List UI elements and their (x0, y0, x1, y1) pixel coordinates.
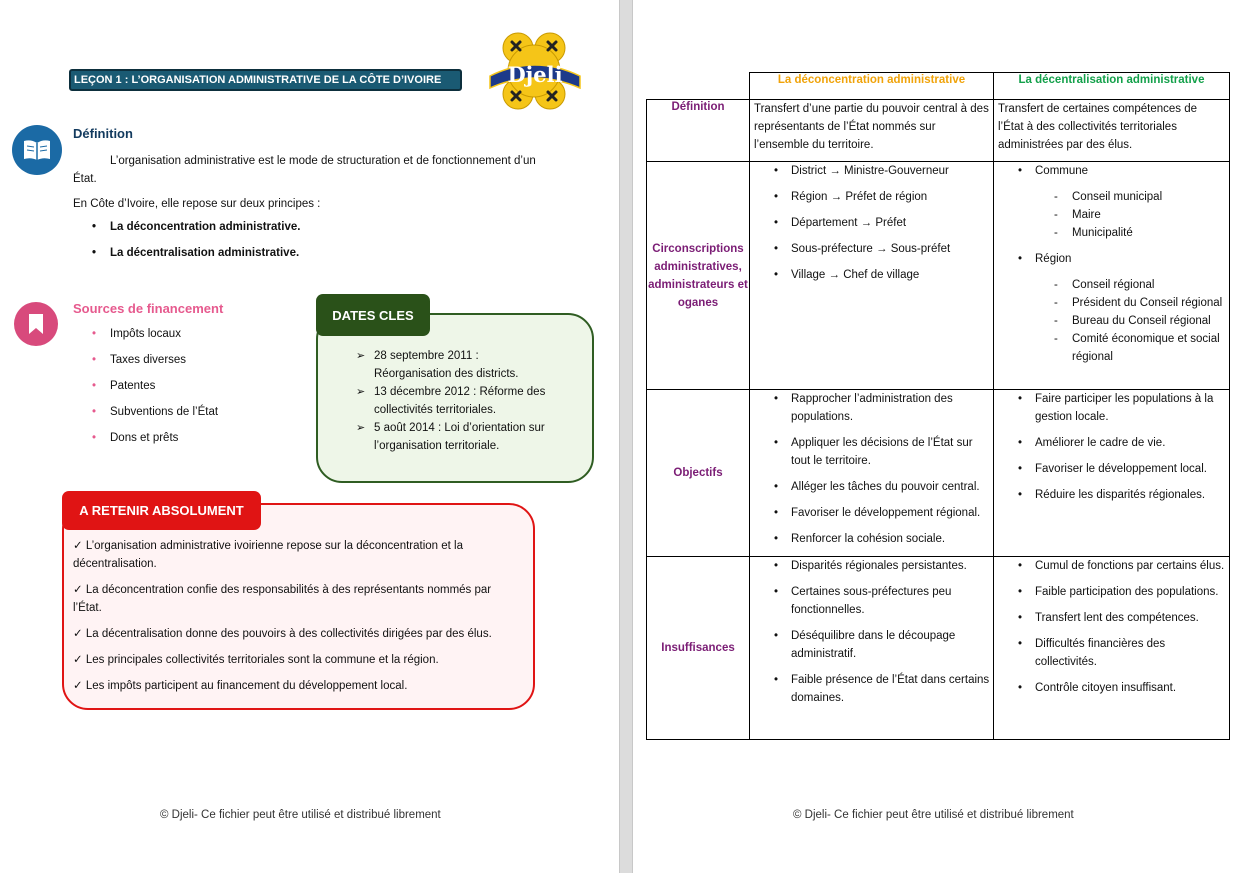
retenir-title: A RETENIR ABSOLUMENT (62, 491, 261, 530)
insuffisances-deconcentration-list (750, 557, 993, 707)
date-item (356, 419, 556, 455)
bookmark-icon (14, 302, 58, 346)
sources-list (92, 328, 218, 458)
date-text: 28 septembre 2011 : Réorganisation des districts. (374, 350, 519, 380)
cell-definition-deconcentration: Transfert d’une partie du pouvoir central à des représentants de l’État nommés sur l’ensemble du territoire. (750, 100, 994, 162)
list-item: • Faire participer les populations à la gestion locale. (994, 390, 1229, 426)
retenir-item: ✓ La déconcentration confie des responsabilités à des représentants nommés par l’État. (73, 584, 492, 614)
date-item (356, 347, 556, 383)
list-item: - Président du Conseil régional (1035, 294, 1229, 312)
footer-left: © Djeli- Ce fichier peut être utilisé et distribué librement (160, 809, 441, 821)
list-item: • Renforcer la cohésion sociale. (750, 530, 993, 548)
definition-title: Définition (73, 126, 133, 141)
list-item: • Faible présence de l’État dans certains domaines. (750, 671, 993, 707)
left-page (0, 0, 619, 873)
comparison-table (646, 72, 1230, 740)
list-item: - Municipalité (1035, 224, 1229, 242)
page-gutter (619, 0, 633, 873)
list-item: • Favoriser le développement local. (994, 460, 1229, 478)
dates-title: DATES CLES (316, 294, 430, 336)
region-label: Région (1035, 253, 1072, 265)
list-item: - Maire (1035, 206, 1229, 224)
header-deconcentration: La déconcentration administrative (750, 73, 994, 100)
arrow-bullet-icon: ➢ (356, 422, 366, 434)
list-item: • Améliorer le cadre de vie. (994, 434, 1229, 452)
retenir-item: ✓ La décentralisation donne des pouvoirs à des collectivités dirigées par des élus. (73, 628, 492, 640)
list-item: • Alléger les tâches du pouvoir central. (750, 478, 993, 496)
right-page (633, 0, 1250, 873)
list-item: • Subventions de l’État (92, 406, 218, 432)
cell-objectifs-decentralisation (994, 390, 1230, 557)
cell-definition-decentralisation: Transfert de certaines compétences de l’État à des collectivités territoriales administrées par des élus. (994, 100, 1230, 162)
list-item: • Région → Préfet de région (750, 188, 993, 206)
table-row (647, 557, 1230, 740)
region-organs-list (1035, 276, 1229, 366)
table-row (647, 162, 1230, 390)
list-item: - Conseil municipal (1035, 188, 1229, 206)
list-item: • Département → Préfet (750, 214, 993, 232)
list-item: • Rapprocher l’administration des populations. (750, 390, 993, 426)
retenir-item: ✓ Les principales collectivités territoriales sont la commune et la région. (73, 654, 439, 666)
cell-insuffisances-decentralisation (994, 557, 1230, 740)
cell-circonscriptions-decentralisation (994, 162, 1230, 390)
list-item: - Comité économique et social régional (1035, 330, 1229, 366)
row-label-circonscriptions: Circonscriptions administratives, administrateurs et oganes (647, 162, 750, 390)
list-item: • Difficultés financières des collectivités. (994, 635, 1229, 671)
list-item: • District → Ministre-Gouverneur (750, 162, 993, 180)
list-item: • Faible participation des populations. (994, 583, 1229, 601)
list-item (994, 162, 1229, 242)
list-item: • Cumul de fonctions par certains élus. (994, 557, 1229, 575)
cell-circonscriptions-deconcentration (750, 162, 994, 390)
list-item: • Réduire les disparités régionales. (994, 486, 1229, 504)
list-item: - Conseil régional (1035, 276, 1229, 294)
row-label-insuffisances: Insuffisances (647, 557, 750, 740)
row-label-definition: Définition (647, 100, 750, 162)
header-decentralisation: La décentralisation administrative (994, 73, 1230, 100)
principles-intro: En Côte d’Ivoire, elle repose sur deux principes : (73, 198, 321, 210)
list-item: • Déséquilibre dans le découpage administratif. (750, 627, 993, 663)
list-item: • Impôts locaux (92, 328, 218, 354)
list-item: • Sous-préfecture → Sous-préfet (750, 240, 993, 258)
definition-paragraph: L’organisation administrative est le mode de structuration et de fonctionnement d’un État. (73, 155, 536, 185)
retenir-item: ✓ L’organisation administrative ivoirienne repose sur la déconcentration et la décentralisation. (73, 540, 463, 570)
list-item: • Certaines sous-préfectures peu fonctionnelles. (750, 583, 993, 619)
retenir-list (73, 537, 523, 703)
date-text: 13 décembre 2012 : Réforme des collectivités territoriales. (374, 386, 546, 416)
date-item (356, 383, 556, 419)
cell-objectifs-deconcentration (750, 390, 994, 557)
list-item: - Bureau du Conseil régional (1035, 312, 1229, 330)
commune-organs-list (1035, 188, 1229, 242)
list-item: • Dons et prêts (92, 432, 218, 458)
logo-text: Djeli (507, 62, 563, 87)
table-header-row (647, 73, 1230, 100)
insuffisances-decentralisation-list (994, 557, 1229, 697)
objectifs-decentralisation-list (994, 390, 1229, 504)
footer-right: © Djeli- Ce fichier peut être utilisé et distribué librement (793, 809, 1074, 821)
list-item: • Appliquer les décisions de l’État sur tout le territoire. (750, 434, 993, 470)
list-item: • Disparités régionales persistantes. (750, 557, 993, 575)
arrow-bullet-icon: ➢ (356, 386, 366, 398)
list-item: • Contrôle citoyen insuffisant. (994, 679, 1229, 697)
list-item: • Taxes diverses (92, 354, 218, 380)
sources-title: Sources de financement (73, 301, 224, 316)
book-icon (12, 125, 62, 175)
list-item: • Village → Chef de village (750, 266, 993, 284)
list-item: • Transfert lent des compétences. (994, 609, 1229, 627)
date-text: 5 août 2014 : Loi d’orientation sur l’organisation territoriale. (374, 422, 545, 452)
arrow-bullet-icon: ➢ (356, 350, 366, 362)
retenir-item: ✓ Les impôts participent au financement du développement local. (73, 680, 408, 692)
table-corner (647, 73, 750, 100)
table-row (647, 100, 1230, 162)
list-item: • Favoriser le développement régional. (750, 504, 993, 522)
cell-insuffisances-deconcentration (750, 557, 994, 740)
objectifs-deconcentration-list (750, 390, 993, 548)
list-item: • La déconcentration administrative. (92, 221, 300, 247)
collectivites-list (994, 162, 1229, 366)
commune-label: Commune (1035, 165, 1089, 177)
dates-list (356, 347, 556, 455)
lesson-title: LEÇON 1 : L’ORGANISATION ADMINISTRATIVE DE LA CÔTE D’IVOIRE (69, 69, 462, 91)
list-item: • Patentes (92, 380, 218, 406)
djeli-logo (486, 30, 584, 114)
list-item: • La décentralisation administrative. (92, 247, 300, 273)
list-item (994, 250, 1229, 366)
table-row (647, 390, 1230, 557)
circonscriptions-list (750, 162, 993, 284)
principles-list (92, 221, 300, 273)
row-label-objectifs: Objectifs (647, 390, 750, 557)
